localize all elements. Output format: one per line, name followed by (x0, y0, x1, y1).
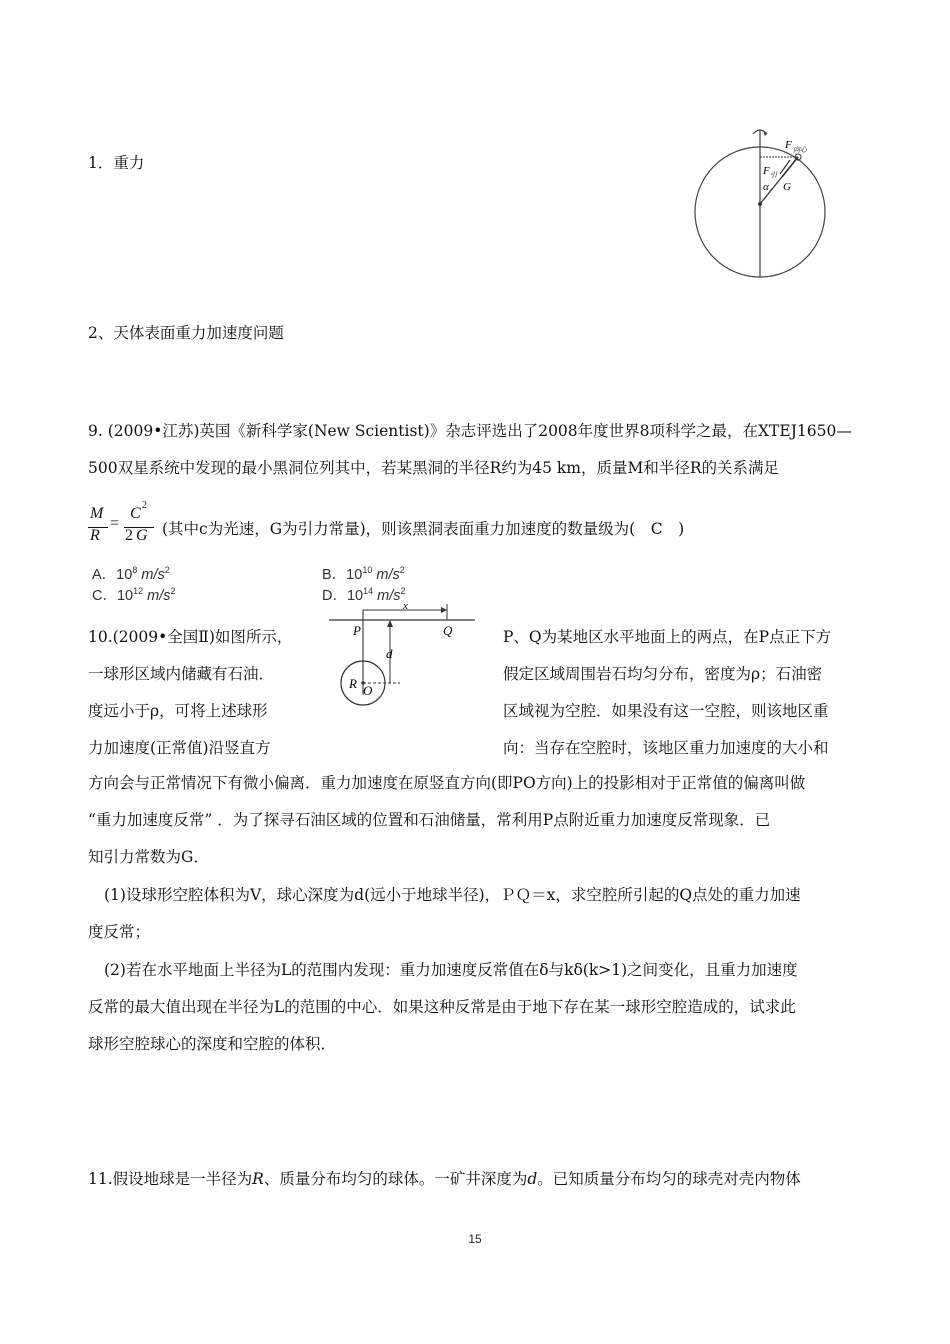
label-r: R (349, 676, 357, 691)
formula-c: C (130, 505, 141, 522)
f-gravity-sub: 引 (770, 171, 777, 179)
label-x: x (403, 600, 408, 612)
section-2-title: 2、天体表面重力加速度问题 (88, 324, 284, 342)
q10-part1-line-2: 度反常； (88, 923, 151, 941)
q10-part2-line-1: (2)若在水平地面上半径为L的范围内发现：重力加速度反常值在δ与kδ(k>1)之间变化，且重力加速度 (104, 961, 798, 979)
q9-line-1: 9. (2009•江苏)英国《新科学家(New Scientist)》杂志评选出了2008年度世界8项科学之最，在XTEJ1650— (88, 422, 852, 440)
q10-left-line-1: 10.(2009•全国Ⅱ)如图所示， (88, 628, 293, 646)
q9-line-2: 500双星系统中发现的最小黑洞位列其中，若某黑洞的半径R约为45 km，质量M和半径R的关系满足 (88, 459, 780, 477)
alpha-label: α (763, 181, 769, 193)
cavity-figure (325, 600, 480, 710)
page-number: 15 (468, 1232, 482, 1246)
q9-line-3: (其中c为光速，G为引力常量)，则该黑洞表面重力加速度的数量级为( C ) (162, 520, 685, 538)
q10-left-line-4: 力加速度(正常值)沿竖直方 (88, 739, 271, 757)
f-centripetal-label: F (785, 139, 792, 151)
q9-option-c: C．$10^{12}$ $m/s^2$ (92, 586, 176, 604)
q10-right-line-2: 假定区域周围岩石均匀分布，密度为ρ；石油密 (503, 665, 823, 683)
q10-left-line-3: 度远小于ρ，可将上述球形 (88, 702, 268, 720)
q10-part1-line-1: (1)设球形空腔体积为V，球心深度为d(远小于地球半径)，ＰＱ＝x，求空腔所引起的Q点处的重力加速 (104, 886, 801, 904)
g-label: G (783, 181, 791, 193)
q10-full-line-2: “重力加速度反常” ．为了探寻石油区域的位置和石油储量，常利用P点附近重力加速度反常现象．已 (88, 811, 771, 829)
formula-r: R (90, 527, 100, 544)
q10-full-line-1: 方向会与正常情况下有微小偏离．重力加速度在原竖直方向(即PO方向)上的投影相对于正常值的偏离叫做 (88, 774, 806, 792)
q9-option-d: D．$10^{14}$ $m/s^2$ (322, 586, 406, 604)
label-d: d (386, 646, 393, 661)
q10-right-line-1: P、Q为某地区水平地面上的两点，在P点正下方 (503, 628, 832, 646)
f-centripetal-sub: 向心 (793, 146, 807, 154)
formula-eq: = (110, 515, 120, 532)
q10-right-line-4: 向：当存在空腔时，该地区重力加速度的大小和 (503, 739, 829, 757)
q10-full-line-3: 知引力常数为G． (88, 848, 209, 866)
label-o: O (363, 683, 373, 698)
earth-gravity-figure (690, 122, 835, 282)
section-1-title: 1．重力 (88, 154, 145, 172)
q10-left-line-2: 一球形区域内储藏有石油． (88, 665, 275, 683)
formula-g: G (136, 527, 148, 544)
q11-line-1: 11.假设地球是一半径为R、质量分布均匀的球体。一矿井深度为d。已知质量分布均匀的球壳对壳内物体 (88, 1170, 801, 1188)
q10-part2-line-3: 球形空腔球心的深度和空腔的体积． (88, 1035, 337, 1053)
formula-c-exp: 2 (142, 500, 147, 511)
q9-option-a: A．$10^8$ $m/s^2$ (92, 565, 170, 583)
q10-part2-line-2: 反常的最大值出现在半径为L的范围的中心．如果这种反常是由于地下存在某一球形空腔造成的，试求此 (88, 998, 796, 1016)
label-p: P (353, 623, 361, 638)
formula-two: 2 (125, 527, 133, 544)
f-gravity-label: F (763, 165, 770, 177)
q10-right-line-3: 区域视为空腔．如果没有这一空腔，则该地区重 (503, 702, 829, 720)
label-q: Q (443, 623, 453, 638)
q9-option-b: B．$10^{10}$ $m/s^2$ (322, 565, 405, 583)
formula-m: M (90, 505, 104, 522)
